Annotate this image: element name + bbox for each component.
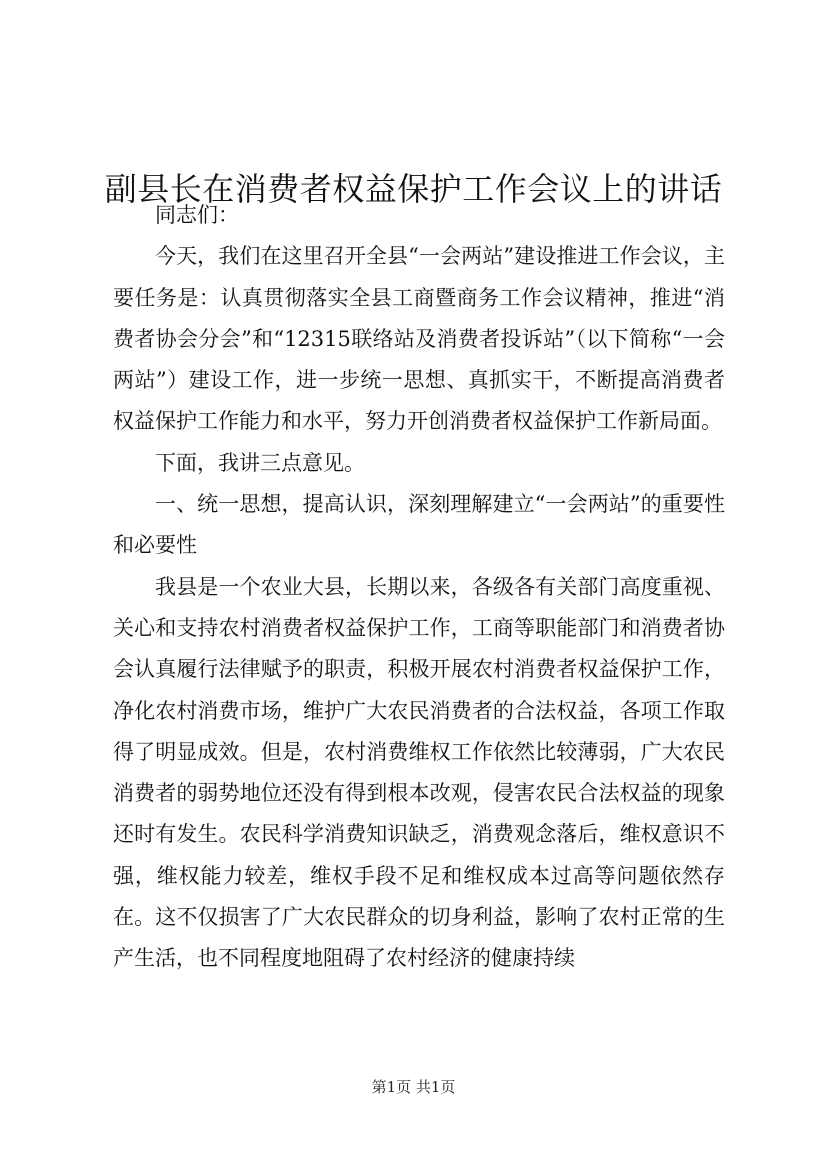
salutation-paragraph: 同志们：	[155, 203, 239, 227]
section-1-body-paragraph: 我县是一个农业大县，长期以来，各级各有关部门高度重视、关心和支持农村消费者权益保护工作，工商等职能部门和消费者协会认真履行法律赋予的职责，积极开展农村消费者权益保护工作，净化农村消费市场，维护广大农民消费者的合法权益，各项工作取得了明显成效。但是，农村消费维权工作依然比较薄弱，广大农民消费者的弱势地位还没有得到根本改观，侵害农民合法权益的现象还时有发生。农民科学消费知识缺乏，消费观念落后，维权意识不强，维权能力较差，维权手段不足和维权成本过高等问题依然存在。这不仅损害了广大农民群众的切身利益，影响了农村正常的生产生活，也不同程度地阻碍了农村经济的健康持续	[113, 574, 725, 971]
page-footer: 第1页 共1页	[371, 1078, 456, 1096]
section-heading-1: 一、统一思想，提高认识，深刻理解建立“一会两站”的重要性和必要性	[113, 492, 725, 558]
outline-paragraph: 下面，我讲三点意见。	[155, 450, 365, 475]
document-body	[113, 195, 725, 980]
document-title: 副县长在消费者权益保护工作会议上的讲话	[104, 170, 723, 209]
intro-paragraph: 今天，我们在这里召开全县“一会两站”建设推进工作会议，主要任务是：认真贯彻落实全县工商暨商务工作会议精神，推进“消费者协会分会”和“12315联络站及消费者投诉站”（以下简称“一会两站”）建设工作，进一步统一思想、真抓实干，不断提高消费者权益保护工作能力和水平，努力开创消费者权益保护工作新局面。	[113, 244, 725, 434]
